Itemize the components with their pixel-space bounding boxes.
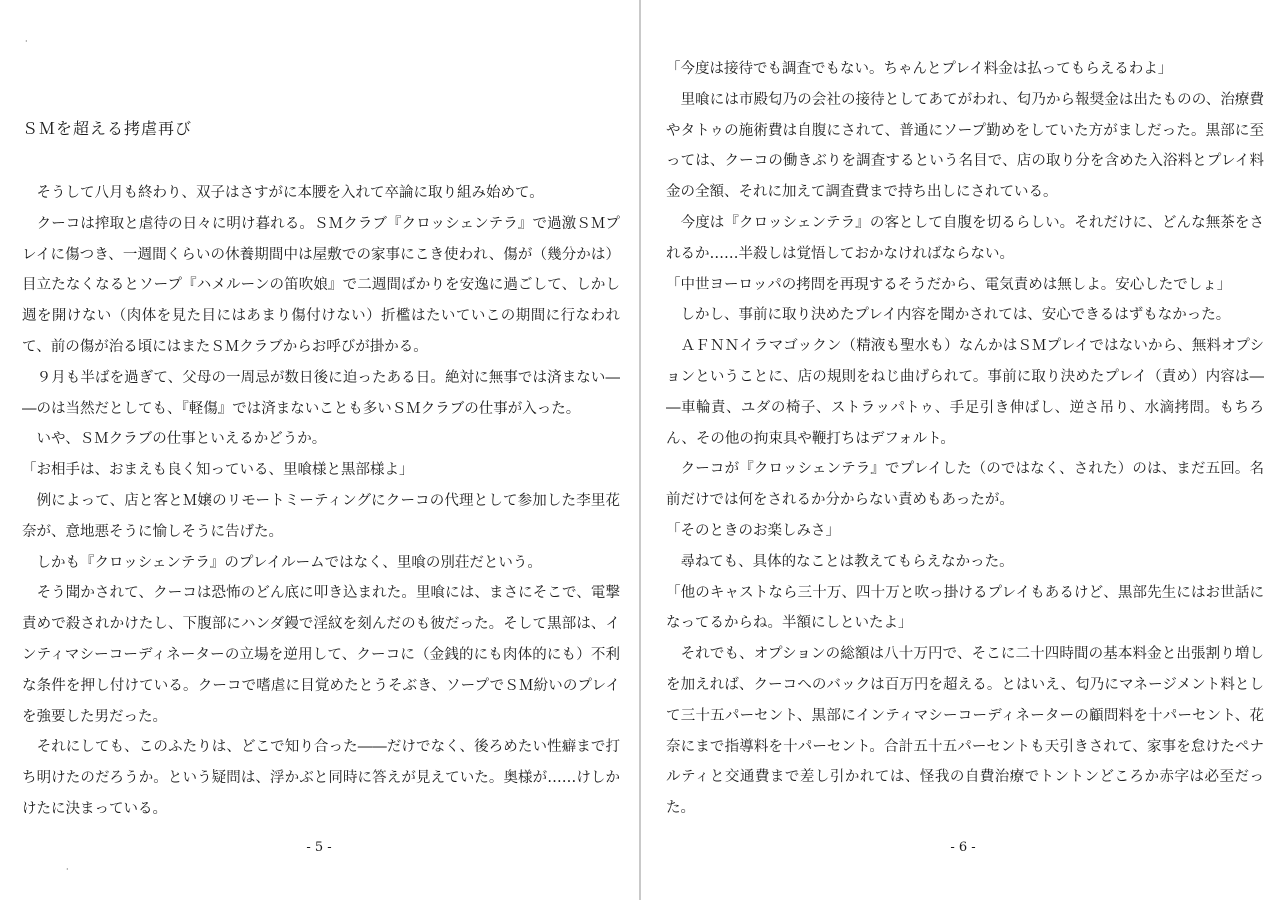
paragraph: そう聞かされて、クーコは恐怖のどん底に叩き込まれた。里喰には、まさにそこで、電撃責めで殺されかけたし、下腹部にハンダ鏝で淫紋を刻んだのも彼だった。そして黒部は、インティマシーコーディネーターの立場を逆用して、クーコに（金銭的にも肉体的にも）不利な条件を押し付けている。クーコで嗜虐に目覚めたとうそぶき、ソープでＳＭ紛いのプレイを強要した男だった。 — [22, 585, 620, 725]
paragraph: いや、ＳＭクラブの仕事といえるかどうか。 — [22, 431, 327, 448]
paragraph: ＡＦＮＮイラマゴックン（精液も聖水も）なんかはＳＭプレイではないから、無料オプションということに、店の規則をねじ曲げられて。事前に取り決めたプレイ（責め）内容は――車輪責、ユダの椅子、ストラッパトゥ、手足引き伸ばし、逆さ吊り、水滴拷問。もちろん、その他の拘束具や鞭打ちはデフォルト。 — [666, 338, 1264, 447]
page-number: - 5 - — [306, 840, 332, 855]
paragraph: クーコは搾取と虐待の日々に明け暮れる。ＳＭクラブ『クロッシェンテラ』で過激ＳＭプレイに傷つき、一週間くらいの休養期間中は屋敷での家事にこき使われ、傷が（幾分かは）目立たなくなるとソープ『ハメルーンの笛吹娘』で二週間ばかりを安逸に過ごして、しかし週を開けない（肉体を見た目にはあまり傷付けない）折檻はたいていこの期間に行なわれて、前の傷が治る頃にはまたＳＭクラブからお呼びが掛かる。 — [22, 215, 620, 355]
right-page-body — [666, 54, 1264, 824]
paragraph: クーコが『クロッシェンテラ』でプレイした（のではなく、された）のは、まだ五回。名前だけでは何をされるか分からない責めもあったが。 — [666, 461, 1264, 509]
paragraph: 「他のキャストなら三十万、四十万と吹っ掛けるプレイもあるけど、黒部先生にはお世話になってるからね。半額にしといたよ」 — [666, 584, 1264, 632]
paragraph: それでも、オプションの総額は八十万円で、そこに二十四時間の基本料金と出張割り増しを加えれば、クーコへのバックは百万円を超える。とはいえ、匂乃にマネージメント料として三十五パーセント、黒部にインティマシーコーディネーターの顧問料を十パーセント、花奈にまで指導料を十パーセント。合計五十五パーセントも天引きされて、家事を怠けたペナルティと交通費まで差し引かれては、怪我の自費治療でトントンどころか赤字は必至だった。 — [666, 646, 1264, 817]
left-page-body — [22, 178, 620, 825]
paragraph: しかも『クロッシェンテラ』のプレイルームではなく、里喰の別荘だという。 — [22, 554, 542, 571]
scan-speck: · — [25, 37, 28, 46]
page-number: - 6 - — [950, 840, 976, 855]
paragraph: 「お相手は、おまえも良く知っている、里喰様と黒部様よ」 — [22, 462, 414, 479]
paragraph: 「中世ヨーロッパの拷問を再現するそうだから、電気責めは無しよ。安心したでしょ」 — [666, 276, 1232, 293]
paragraph: しかし、事前に取り決めたプレイ内容を聞かされては、安心できるはずもなかった。 — [666, 307, 1231, 324]
chapter-title: ＳＭを超える拷虐再び — [22, 119, 193, 138]
scan-speck: · — [66, 865, 69, 874]
paragraph: 尋ねても、具体的なことは教えてもらえなかった。 — [666, 553, 1014, 570]
paragraph: それにしても、このふたりは、どこで知り合った――だけでなく、後ろめたい性癖まで打ち明けたのだろうか。という疑問は、浮かぶと同時に答えが見えていた。奥様が……けしかけたに決まっている。 — [22, 739, 620, 817]
paragraph: 例によって、店と客とＭ嬢のリモートミーティングにクーコの代理として参加した李里花奈が、意地悪そうに愉しそうに告げた。 — [22, 492, 620, 540]
paragraph: そうして八月も終わり、双子はさすがに本腰を入れて卒論に取り組み始めて。 — [22, 185, 544, 201]
paragraph: 里喰には市殿匂乃の会社の接待としてあてがわれ、匂乃から報奨金は出たものの、治療費やタトゥの施術費は自腹にされて、普通にソープ勤めをしていた方がましだった。黒部に至っては、クーコの働きぶりを調査するという名目で、店の取り分を含めた入浴料とプレイ料金の全額、それに加えて調査費まで持ち出しにされている。 — [666, 91, 1264, 201]
paragraph: ９月も半ばを過ぎて、父母の一周忌が数日後に迫ったある日。絶対に無事では済まない――のは当然だとしても、『軽傷』では済まないことも多いＳＭクラブの仕事が入った。 — [22, 369, 620, 417]
right-page — [641, 0, 1280, 900]
paragraph: 「今度は接待でも調査でもない。ちゃんとプレイ料金は払ってもらえるわよ」 — [666, 61, 1173, 77]
paragraph: 「そのときのお楽しみさ」 — [666, 522, 840, 539]
paragraph: 今度は『クロッシェンテラ』の客として自腹を切るらしい。それだけに、どんな無茶をされるか……半殺しは覚悟しておかなければならない。 — [666, 214, 1264, 262]
